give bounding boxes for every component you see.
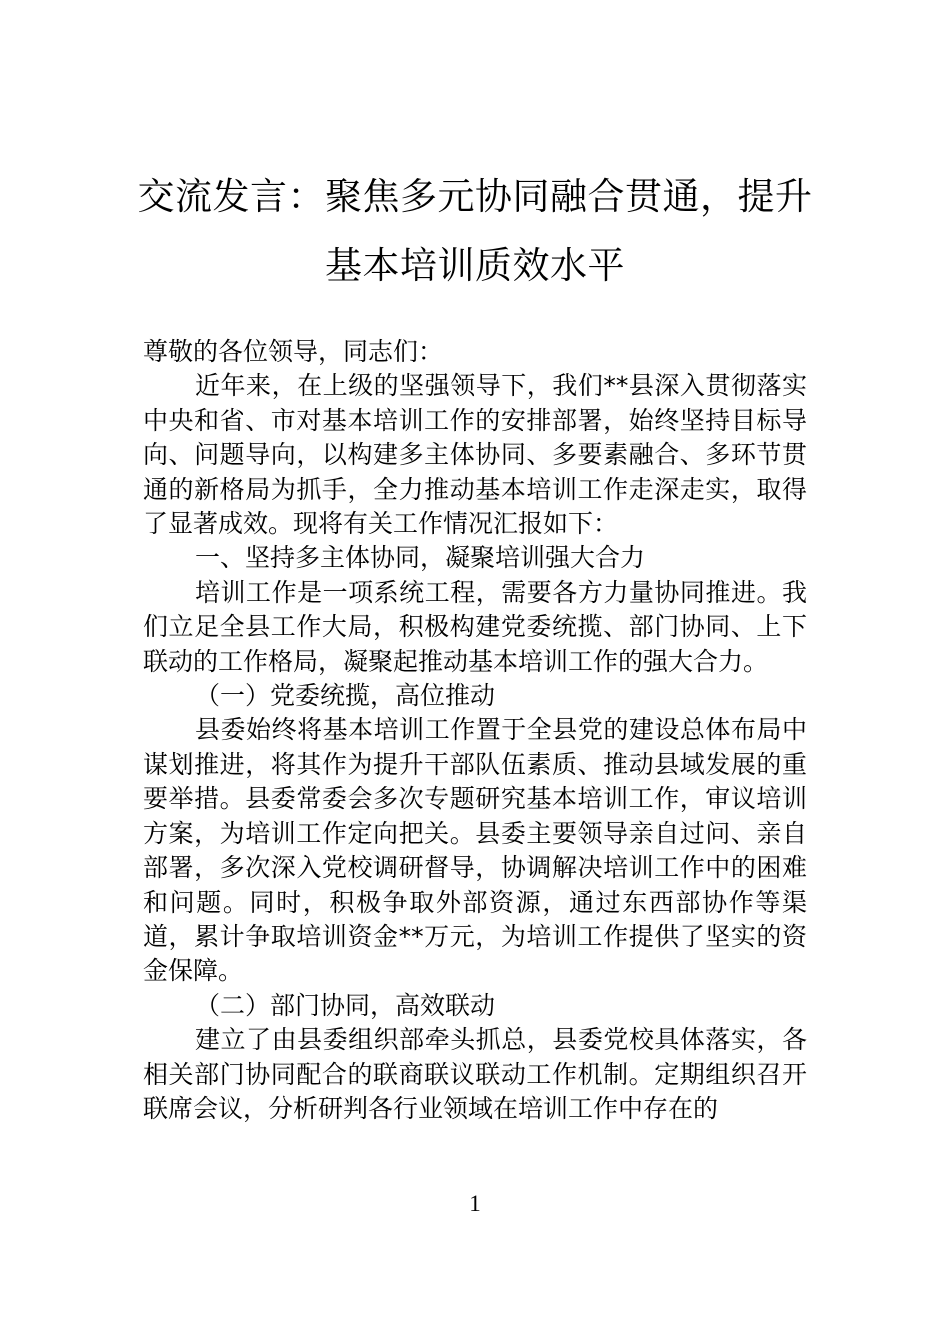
document-title-line-2: 基本培训质效水平 [325, 244, 625, 287]
intro-paragraph: 近年来，在上级的坚强领导下，我们**县深入贯彻落实中央和省、市对基本培训工作的安排部署，始终坚持目标导向、问题导向，以构建多主体协同、多要素融合、多环节贯通的新格局为抓手，全力推动基本培训工作走深走实，取得了显著成效。现将有关工作情况汇报如下： [143, 371, 807, 539]
body-paragraph: 建立了由县委组织部牵头抓总，县委党校具体落实，各相关部门协同配合的联商联议联动工作机制。定期组织召开联席会议，分析研判各行业领域在培训工作中存在的 [143, 1025, 807, 1123]
subsection-heading-2: （二）部门协同，高效联动 [195, 990, 496, 1020]
body-paragraph: 县委始终将基本培训工作置于全县党的建设总体布局中谋划推进，将其作为提升干部队伍素质、推动县域发展的重要举措。县委常委会多次专题研究基本培训工作，审议培训方案，为培训工作定向把关。县委主要领导亲自过问、亲自部署，多次深入党校调研督导，协调解决培训工作中的困难和问题。同时，积极争取外部资源，通过东西部协作等渠道，累计争取培训资金**万元，为培训工作提供了坚实的资金保障。 [143, 715, 807, 986]
subsection-heading-1: （一）党委统揽，高位推动 [195, 681, 496, 711]
document-title-line-1: 交流发言：聚焦多元协同融合贯通，提升 [137, 175, 813, 218]
salutation: 尊敬的各位领导，同志们： [143, 337, 444, 366]
section-heading-1: 一、坚持多主体协同，凝聚培训强大合力 [195, 543, 646, 573]
body-paragraph: 培训工作是一项系统工程，需要各方力量协同推进。我们立足全县工作大局，积极构建党委统揽、部门协同、上下联动的工作格局，凝聚起推动基本培训工作的强大合力。 [143, 577, 807, 676]
document-body [143, 335, 807, 1126]
page-number: 1 [469, 1191, 481, 1216]
